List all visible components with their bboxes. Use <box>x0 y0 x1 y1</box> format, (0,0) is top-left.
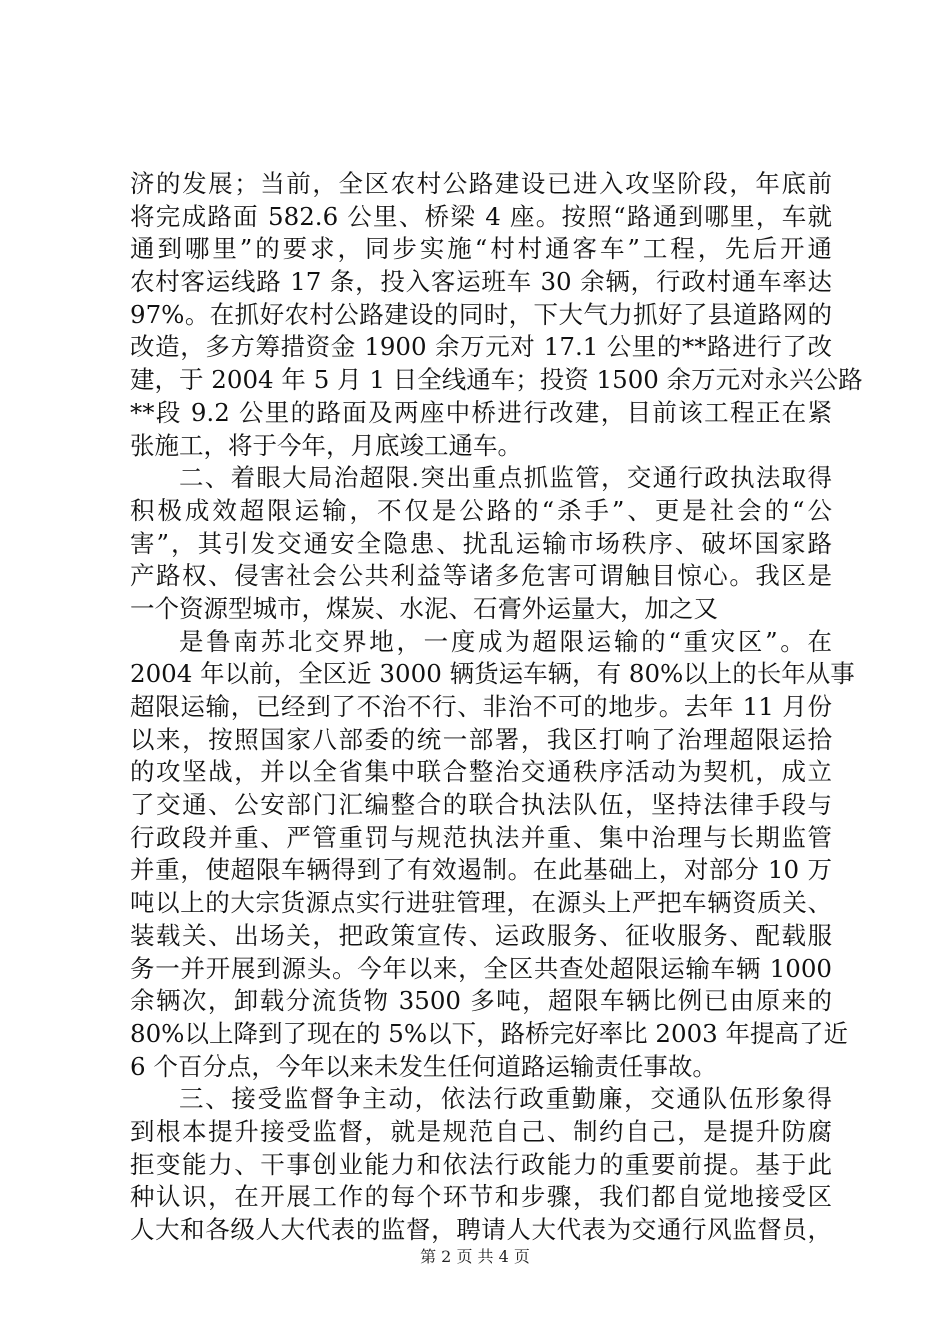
text-line: 种认识，在开展工作的每个环节和步骤，我们都自觉地接受区 <box>130 1182 832 1212</box>
text-line: 到根本提升接受监督，就是规范自己、制约自己，是提升防腐 <box>130 1116 832 1146</box>
text-line: 97%。在抓好农村公路建设的同时，下大气力抓好了县道路网的 <box>130 299 832 329</box>
text-line: 通到哪里”的要求，同步实施“村村通客车”工程，先后开通 <box>130 234 832 264</box>
text-line: 三、接受监督争主动，依法行政重勤廉，交通队伍形象得 <box>179 1084 832 1114</box>
text-line: 农村客运线路 17 条，投入客运班车 30 余辆，行政村通车率达 <box>130 267 832 297</box>
text-line: 将完成路面 582.6 公里、桥梁 4 座。按照“路通到哪里，车就 <box>130 201 832 231</box>
text-line: 建，于 2004 年 5 月 1 日全线通车；投资 1500 余万元对永兴公路 <box>130 365 863 395</box>
page-footer: 第 2 页 共 4 页 <box>420 1247 530 1266</box>
text-line: 产路权、侵害社会公共利益等诸多危害可谓触目惊心。我区是 <box>130 561 832 591</box>
text-line: 吨以上的大宗货源点实行进驻管理，在源头上严把车辆资质关、 <box>130 888 832 918</box>
text-line: 的攻坚战，并以全省集中联合整治交通秩序活动为契机，成立 <box>130 757 832 787</box>
text-line: 务一并开展到源头。今年以来，全区共查处超限运输车辆 1000 <box>130 953 832 983</box>
text-line: 张施工，将于今年，月底竣工通车。 <box>130 430 522 460</box>
text-line: 装载关、出场关，把政策宣传、运政服务、征收服务、配载服 <box>130 920 832 950</box>
text-line: 积极成效超限运输，不仅是公路的“杀手”、更是社会的“公 <box>130 495 832 525</box>
text-line: 是鲁南苏北交界地，一度成为超限运输的“重灾区”。在 <box>179 626 832 656</box>
text-line: 80%以上降到了现在的 5%以下，路桥完好率比 2003 年提高了近 <box>130 1018 849 1048</box>
text-line: 济的发展；当前，全区农村公路建设已进入攻坚阶段，年底前 <box>130 169 832 198</box>
text-line: 二、着眼大局治超限.突出重点抓监管，交通行政执法取得 <box>179 463 832 493</box>
text-line: 改造，多方筹措资金 1900 余万元对 17.1 公里的**路进行了改 <box>130 332 832 362</box>
text-line: 行政段并重、严管重罚与规范执法并重、集中治理与长期监管 <box>130 822 832 852</box>
text-line: 超限运输，已经到了不治不行、非治不可的地步。去年 11 月份 <box>130 692 832 721</box>
text-line: 拒变能力、干事创业能力和依法行政能力的重要前提。基于此 <box>130 1149 832 1179</box>
text-line: 6 个百分点，今年以来未发生任何道路运输责任事故。 <box>130 1051 717 1081</box>
document-body <box>130 168 863 1247</box>
text-line: 了交通、公安部门汇编整合的联合执法队伍，坚持法律手段与 <box>130 790 832 820</box>
text-line: 害”，其引发交通安全隐患、扰乱运输市场秩序、破坏国家路 <box>130 528 832 558</box>
text-line: 人大和各级人大代表的监督，聘请人大代表为交通行风监督员， <box>130 1215 832 1244</box>
text-line: 余辆次，卸载分流货物 3500 多吨，超限车辆比例已由原来的 <box>130 986 832 1016</box>
text-line: 并重，使超限车辆得到了有效遏制。在此基础上，对部分 10 万 <box>130 855 832 885</box>
text-line: **段 9.2 公里的路面及两座中桥进行改建，目前该工程正在紧 <box>130 397 832 427</box>
text-line: 以来，按照国家八部委的统一部署，我区打响了治理超限运拾 <box>130 724 832 754</box>
text-line: 一个资源型城市，煤炭、水泥、石膏外运量大，加之又 <box>130 593 718 623</box>
text-line: 2004 年以前，全区近 3000 辆货运车辆，有 80%以上的长年从事 <box>130 659 855 689</box>
